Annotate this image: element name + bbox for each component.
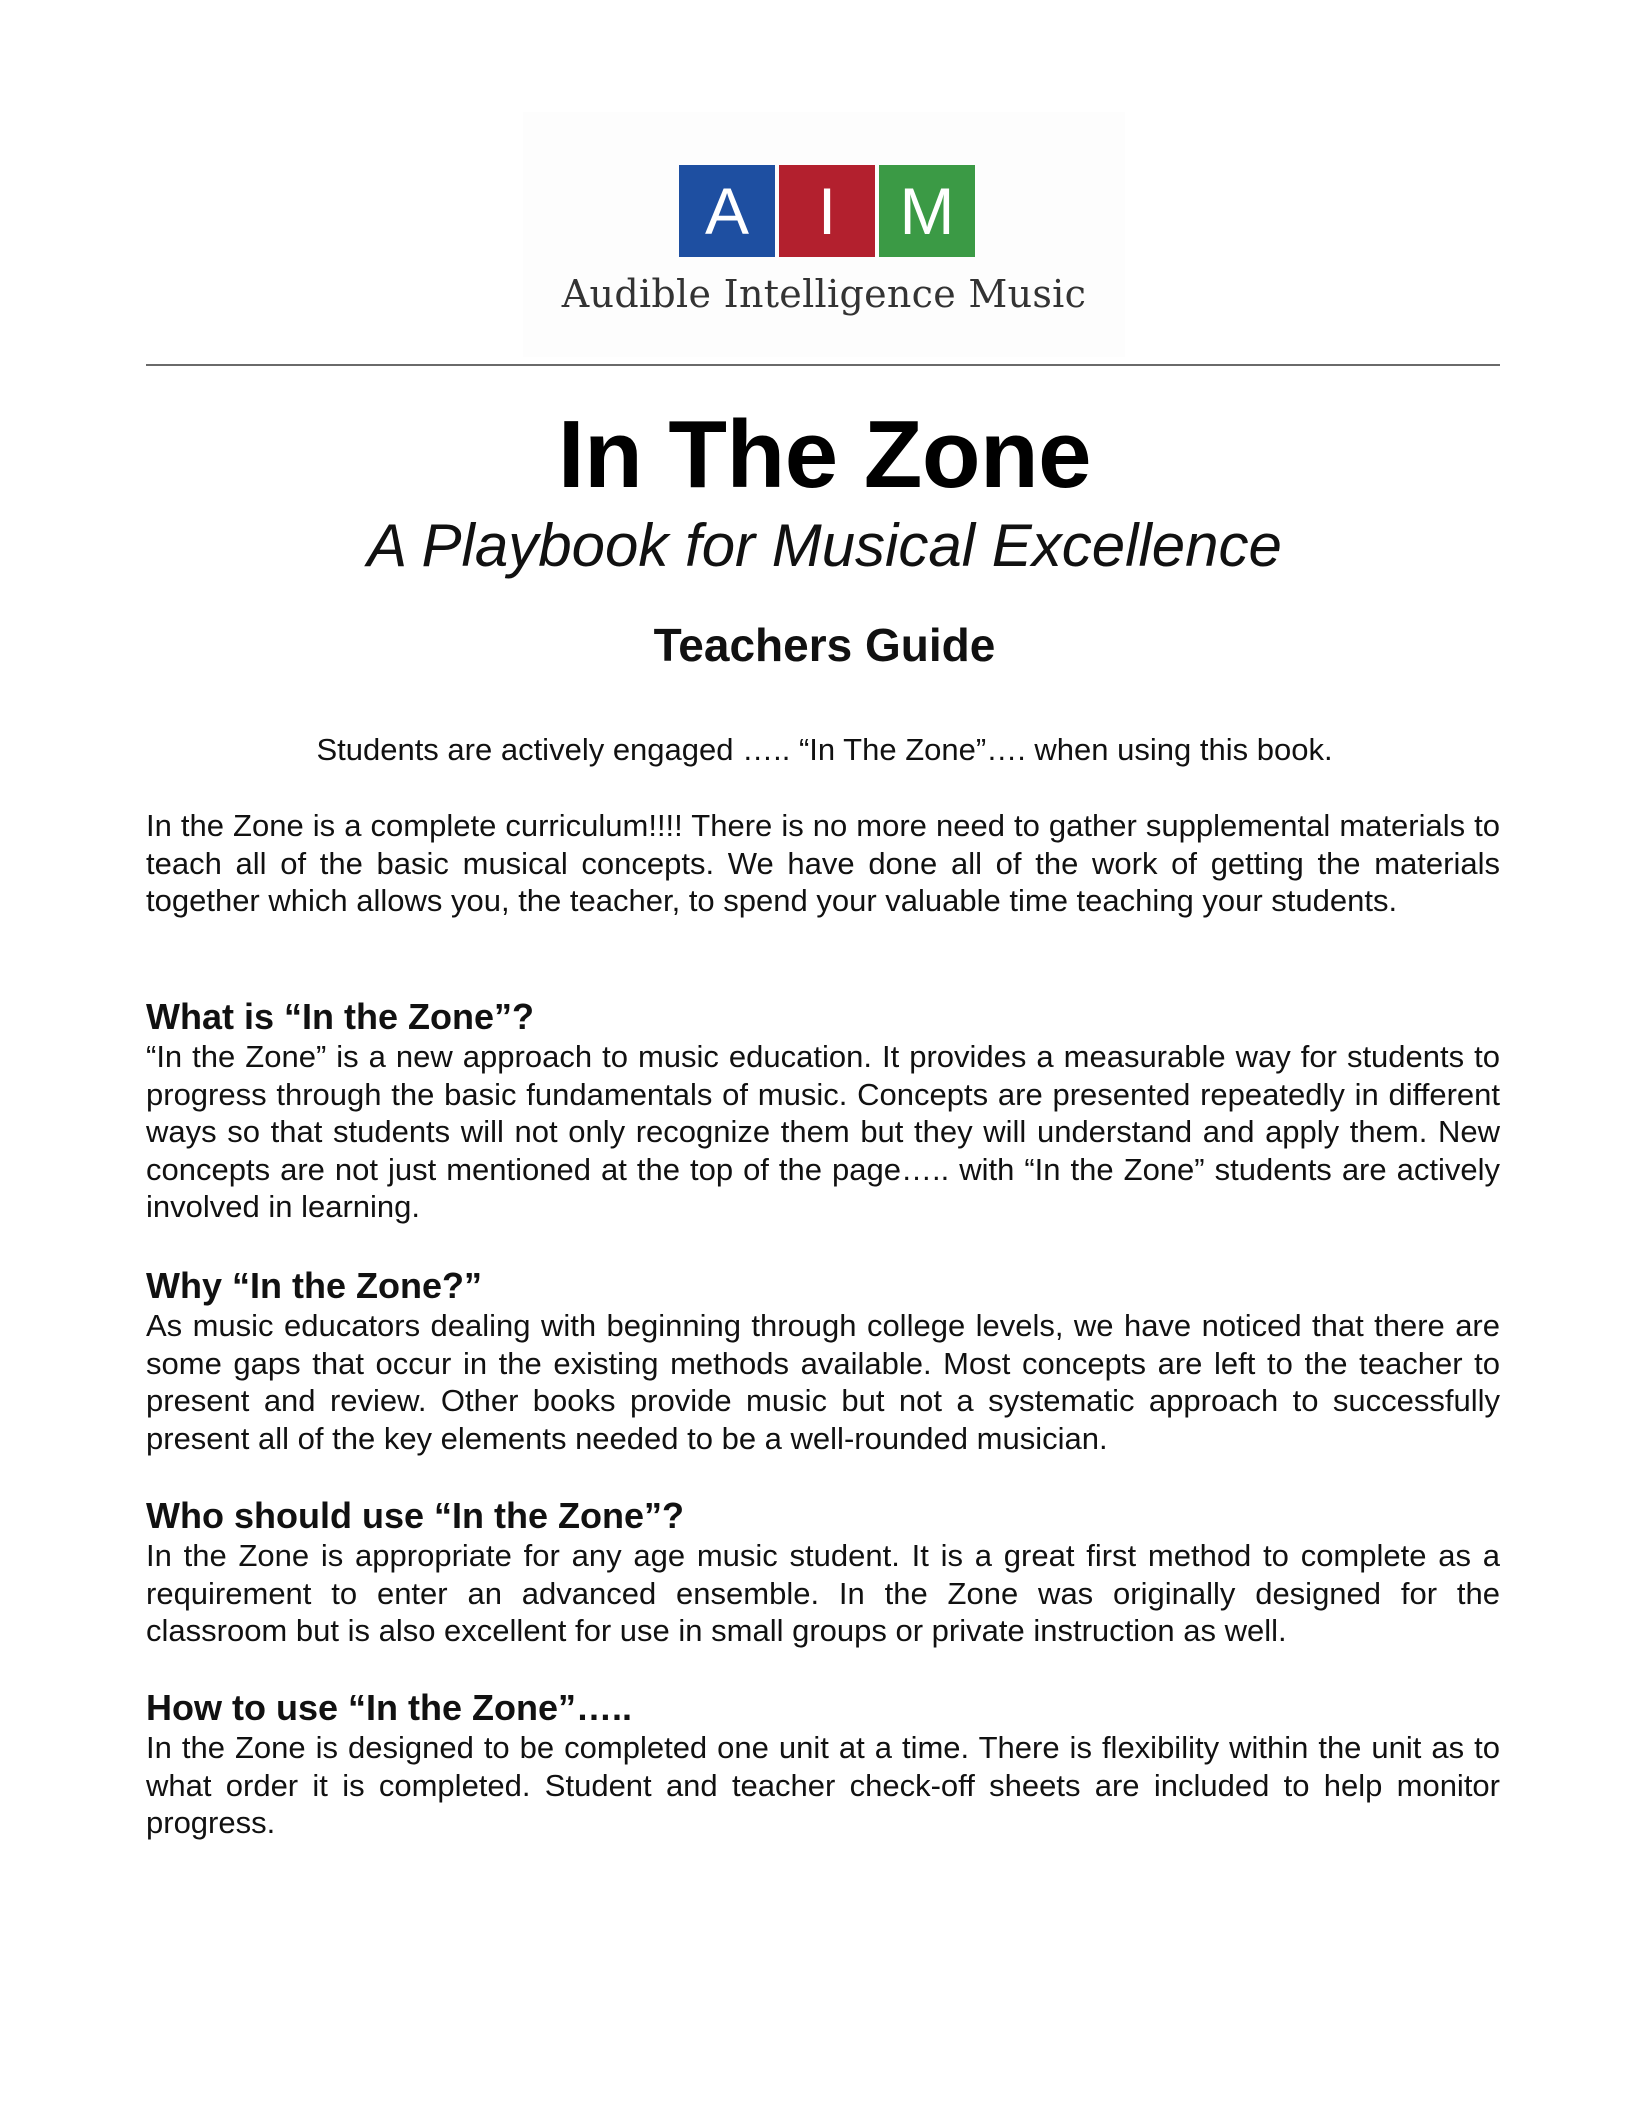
section-body-why: As music educators dealing with beginning through college levels, we have noticed that there are some gaps that occur in the existing methods available. Most concepts are left to the teacher to present and review. Other books provide music but not a systematic approach to successfully present all of the key elements needed to be a well-rounded musician. [146,1308,1500,1456]
section-body-who: In the Zone is appropriate for any age music student. It is a great first method to complete as a requirement to enter an advanced ensemble. In the Zone was originally designed for the classroom but is also excellent for use in small groups or private instruction as well. [146,1538,1500,1648]
section-heading-why: Why “In the Zone?” [146,1265,482,1306]
header-divider [146,364,1500,366]
intro-paragraph: In the Zone is a complete curriculum!!!! There is no more need to gather supplemental materials to teach all of the basic musical concepts. We have done all of the work of getting the materials together which allows you, the teacher, to spend your valuable time teaching your students. [146,808,1500,918]
section-body-how: In the Zone is designed to be completed one unit at a time. There is flexibility within the unit as to what order it is completed. Student and teacher check-off sheets are included to help monitor progress. [146,1730,1500,1840]
page-title: In The Zone [557,401,1092,508]
logo-subtitle: Audible Intelligence Music [561,272,1087,316]
tagline: Students are actively engaged ….. “In The Zone”…. when using this book. [316,732,1333,767]
logo-letter-i: I [779,165,875,257]
logo-letter-a: A [679,165,775,257]
guide-label: Teachers Guide [653,619,996,671]
section-heading-how: How to use “In the Zone”….. [146,1687,632,1728]
page-subtitle: A Playbook for Musical Excellence [367,512,1282,579]
aim-logo [679,165,975,257]
section-heading-what: What is “In the Zone”? [146,996,534,1037]
logo-letter-m: M [879,165,975,257]
section-heading-who: Who should use “In the Zone”? [146,1495,684,1536]
section-body-what: “In the Zone” is a new approach to music education. It provides a measurable way for students to progress through the basic fundamentals of music. Concepts are presented repeatedly in different ways so that students will not only recognize them but they will understand and apply them. New concepts are not just mentioned at the top of the page….. with “In the Zone” students are actively involved in learning. [146,1039,1500,1224]
